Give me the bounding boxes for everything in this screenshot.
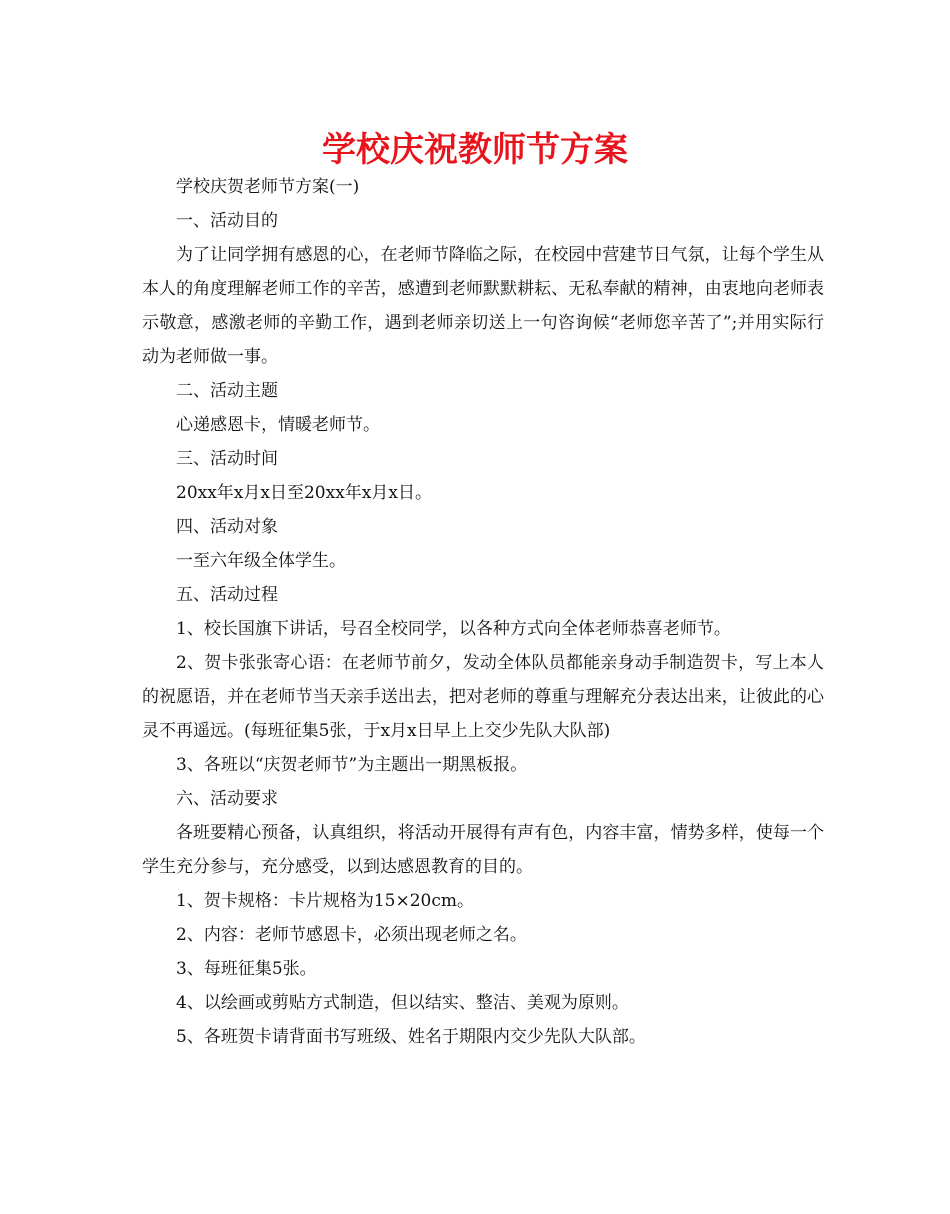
- list-item: 2、内容：老师节感恩卡，必须出现老师之名。: [176, 925, 527, 945]
- list-item: 5、各班贺卡请背面书写班级、姓名于期限内交少先队大队部。: [176, 1027, 646, 1047]
- section-heading: 四、活动对象: [176, 517, 278, 537]
- section-heading: 三、活动时间: [176, 449, 278, 469]
- paragraph: 20xx年x月x日至20xx年x月x日。: [176, 483, 432, 503]
- document-title: 学校庆祝教师节方案: [322, 130, 628, 170]
- paragraph: 各班要精心预备，认真组织，将活动开展得有声有色，内容丰富，情势多样，使每一个学生充分参与，充分感受，以到达感恩教育的目的。: [142, 823, 824, 877]
- section-heading: 六、活动要求: [176, 789, 278, 809]
- paragraph: 学校庆贺老师节方案(一): [176, 177, 360, 197]
- section-heading: 二、活动主题: [176, 381, 278, 401]
- section-heading: 一、活动目的: [176, 211, 278, 231]
- list-item: 4、以绘画或剪贴方式制造，但以结实、整洁、美观为原则。: [176, 993, 629, 1013]
- list-item: 3、每班征集5张。: [176, 959, 317, 979]
- document-body: [142, 170, 824, 1054]
- section-heading: 五、活动过程: [176, 585, 278, 605]
- paragraph: 一至六年级全体学生。: [176, 551, 346, 571]
- list-item: 2、贺卡张张寄心语：在老师节前夕，发动全体队员都能亲身动手制造贺卡，写上本人的祝愿语，并在老师节当天亲手送出去，把对老师的尊重与理解充分表达出来，让彼此的心灵不再遥远。(每班征集5张，于x月x日早上上交少先队大队部): [142, 653, 824, 741]
- paragraph: 为了让同学拥有感恩的心，在老师节降临之际，在校园中营建节日气氛，让每个学生从本人的角度理解老师工作的辛苦，感遭到老师默默耕耘、无私奉献的精神，由衷地向老师表示敬意，感激老师的辛勤工作，遇到老师亲切送上一句咨询候“老师您辛苦了”;并用实际行动为老师做一事。: [142, 245, 824, 367]
- paragraph: 心递感恩卡，情暖老师节。: [176, 415, 380, 435]
- list-item: 1、校长国旗下讲话，号召全校同学，以各种方式向全体老师恭喜老师节。: [176, 619, 731, 639]
- list-item: 1、贺卡规格：卡片规格为15×20cm。: [176, 891, 474, 911]
- list-item: 3、各班以“庆贺老师节”为主题出一期黑板报。: [176, 755, 528, 775]
